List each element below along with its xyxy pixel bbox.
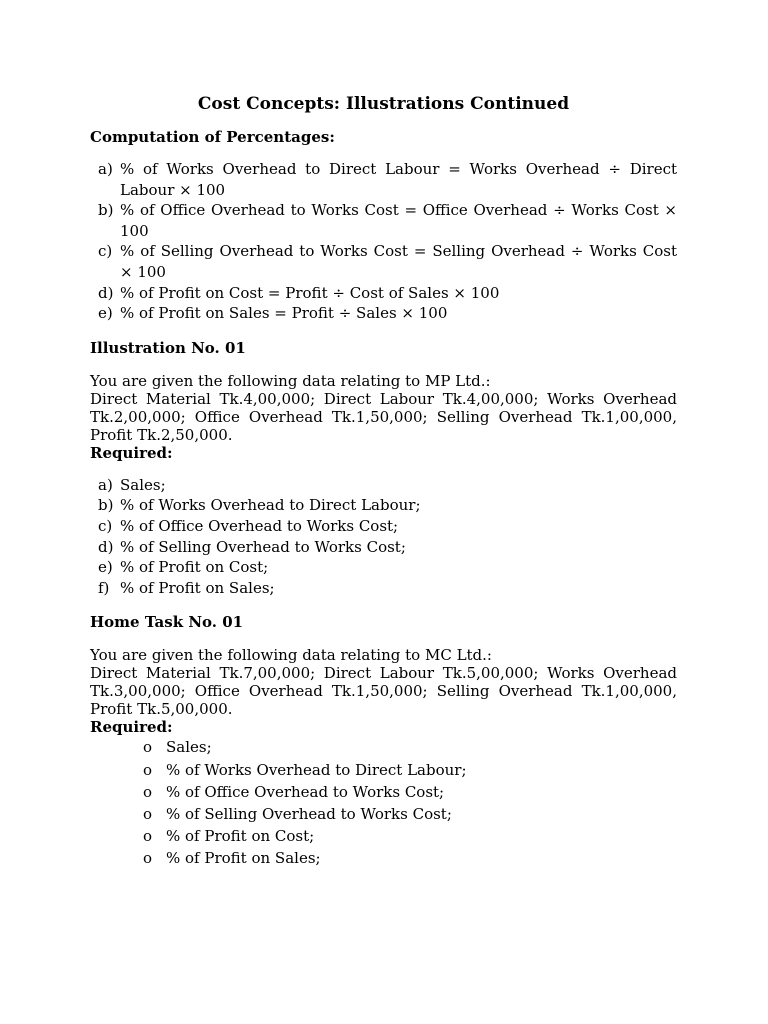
list-marker: e) [98,304,113,323]
list-marker: c) [98,516,113,535]
list-item [90,825,677,847]
illustration-required-list [90,475,677,599]
list-marker: b) [98,496,114,515]
illustration-required-label: Required: [90,443,173,462]
list-item-text: % of Profit on Cost; [120,558,269,577]
list-marker: a) [98,475,113,494]
list-item [90,578,677,599]
page-title: Cost Concepts: Illustrations Continued [197,94,570,114]
list-marker: c) [98,242,113,261]
computation-heading: Computation of Percentages: [90,128,335,146]
bullet-icon: o [143,827,153,846]
computation-section [90,127,677,324]
list-marker: e) [98,558,113,577]
list-item-text: % of Selling Overhead to Works Cost; [166,804,452,823]
list-item [90,283,677,304]
list-item [90,847,677,869]
list-marker: a) [98,160,113,178]
list-item-text: % of Office Overhead to Works Cost; [120,516,399,535]
list-item-text: % of Profit on Sales = Profit ÷ Sales × 100 [120,304,448,323]
list-item-text: % of Profit on Cost; [166,827,315,846]
document-page [90,92,677,870]
home-task-data: Direct Material Tk.7,00,000; Direct Labour Tk.5,00,000; Works Overhead Tk.3,00,000; Office Overhead Tk.1,50,000; Selling Overhead Tk.1,00,000, Profit Tk.5,00,000. [90,664,677,719]
illustration-heading: Illustration No. 01 [90,338,246,357]
list-item [90,516,677,537]
list-marker: d) [98,283,114,302]
illustration-data: Direct Material Tk.4,00,000; Direct Labour Tk.4,00,000; Works Overhead Tk.2,00,000; Office Overhead Tk.1,50,000; Selling Overhead Tk.1,00,000, Profit Tk.2,50,000. [90,389,677,444]
list-item [90,495,677,516]
list-item-text: % of Selling Overhead to Works Cost = Selling Overhead ÷ Works Cost × 100 [120,242,677,281]
list-item [90,759,677,781]
home-task-required-label: Required: [90,718,173,737]
list-item [90,803,677,825]
computation-list [90,159,677,324]
list-item-text: % of Works Overhead to Direct Labour; [120,496,421,515]
list-item-text: % of Works Overhead to Direct Labour; [166,760,467,779]
list-item-text: % of Office Overhead to Works Cost; [166,782,445,801]
home-task-section [90,612,677,869]
list-item-text: % of Selling Overhead to Works Cost; [120,537,406,556]
bullet-icon: o [143,738,153,757]
home-task-required-list [90,736,677,869]
list-item [90,781,677,803]
bullet-icon: o [143,760,153,779]
list-item-text: % of Profit on Sales; [166,849,321,868]
list-marker: f) [98,578,110,597]
illustration-section [90,338,677,599]
illustration-intro: You are given the following data relating to MP Ltd.: [90,371,491,390]
list-item [90,241,677,282]
list-item [90,736,677,758]
list-item [90,557,677,578]
list-item-text: % of Profit on Sales; [120,578,275,597]
bullet-icon: o [143,849,153,868]
list-item-text: % of Profit on Cost = Profit ÷ Cost of Sales × 100 [120,283,500,302]
list-item [90,159,677,200]
list-item-text: % of Office Overhead to Works Cost = Office Overhead ÷ Works Cost × 100 [120,201,677,240]
home-task-heading: Home Task No. 01 [90,613,244,632]
list-item [90,303,677,324]
home-task-intro: You are given the following data relating to MC Ltd.: [90,646,492,665]
bullet-icon: o [143,782,153,801]
list-item-text: Sales; [166,738,212,757]
bullet-icon: o [143,804,153,823]
list-marker: d) [98,537,114,556]
list-item [90,475,677,496]
list-item [90,200,677,241]
list-marker: b) [98,201,114,220]
list-item [90,537,677,558]
list-item-text: Sales; [120,475,166,494]
list-item-text: % of Works Overhead to Direct Labour = Works Overhead ÷ Direct Labour × 100 [120,160,677,199]
